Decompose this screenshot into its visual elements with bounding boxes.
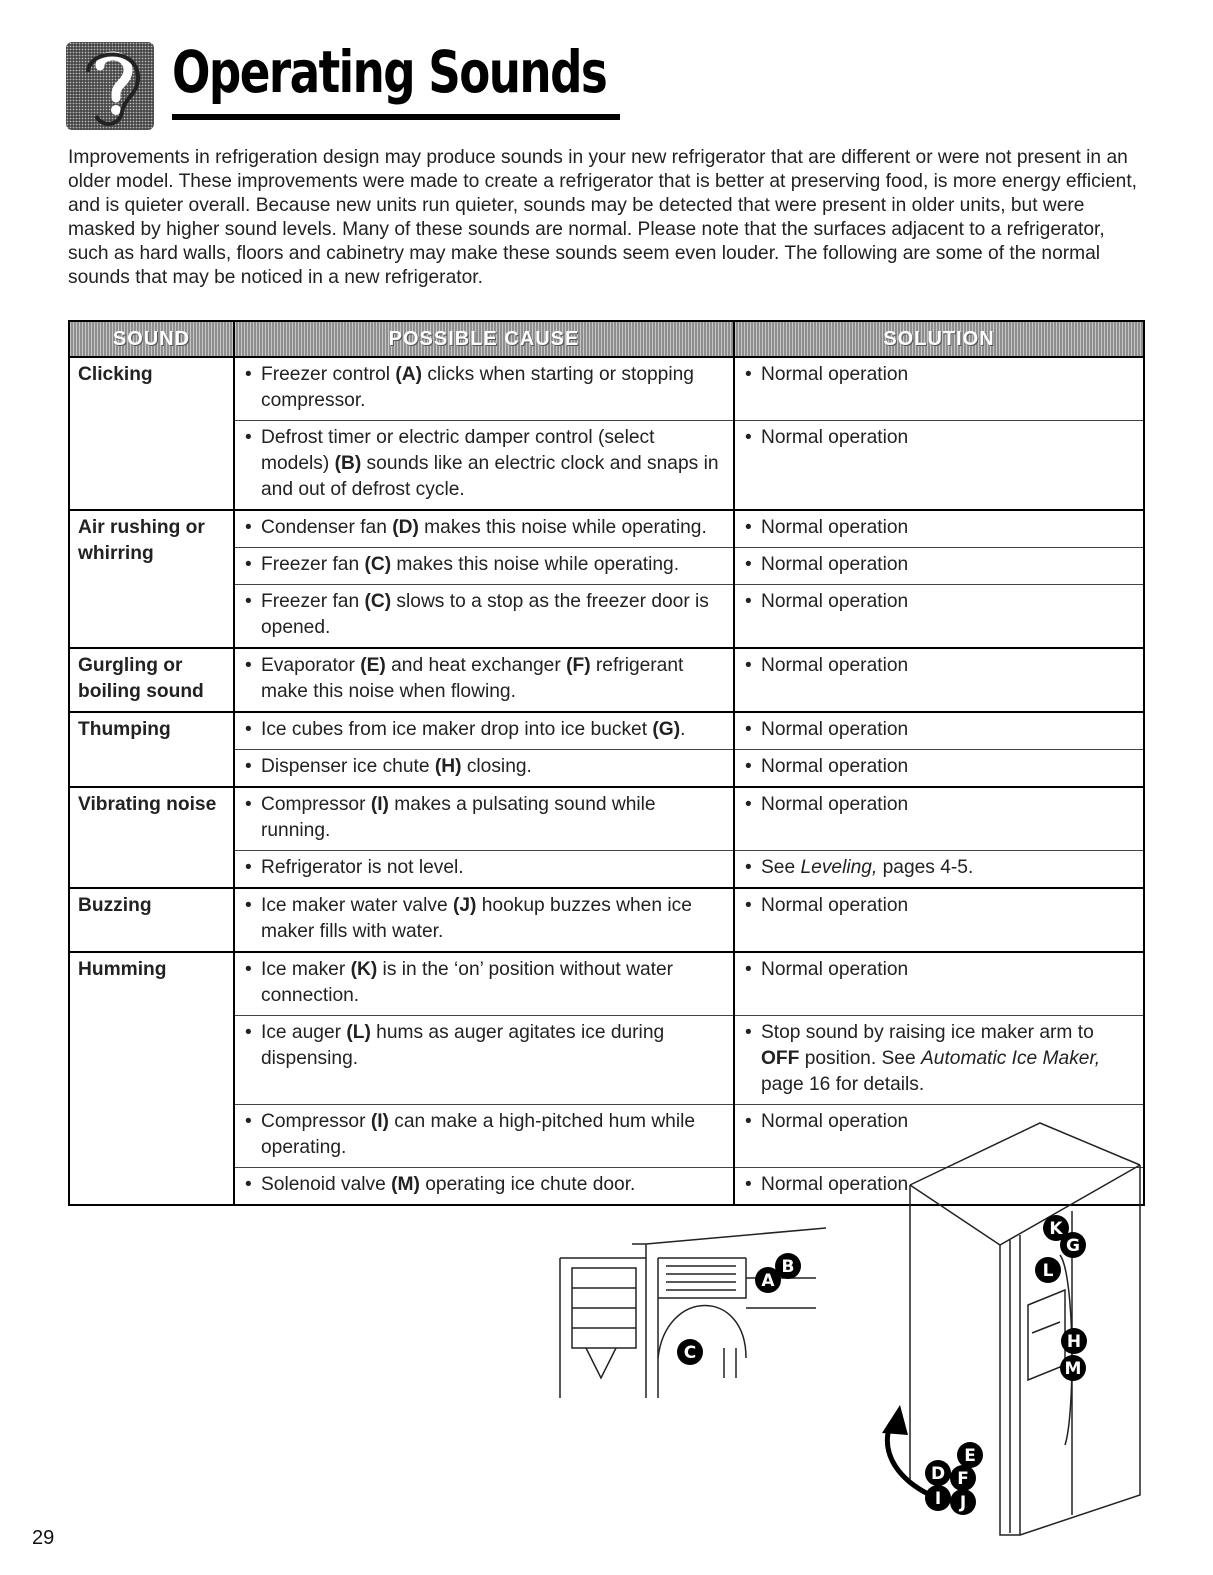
bullet-item <box>243 362 727 414</box>
svg-text:L: L <box>1042 1261 1054 1281</box>
bullet-icon: • <box>245 554 252 575</box>
solution-text: Normal operation <box>761 1174 909 1195</box>
possible-cause-cell <box>234 952 734 1016</box>
callout-marker-d <box>925 1460 951 1486</box>
bullet-icon: • <box>245 959 252 980</box>
bullet-icon: • <box>745 655 752 676</box>
text-segment: closing. <box>461 756 532 777</box>
bullet-item <box>743 362 1137 388</box>
bullet-icon: • <box>245 794 252 815</box>
text-segment: clicks when starting or stopping compressor. <box>261 364 694 411</box>
solution-cell <box>734 585 1144 649</box>
solution-text: Normal operation <box>761 427 909 448</box>
possible-cause-cell <box>234 712 734 750</box>
text-segment: Freezer fan <box>261 554 365 575</box>
bullet-icon: • <box>745 895 752 916</box>
possible-cause-cell <box>234 1168 734 1206</box>
bullet-item <box>243 957 727 1009</box>
table-row <box>69 510 1144 548</box>
bullet-icon: • <box>745 1022 752 1043</box>
bullet-item <box>743 515 1137 541</box>
solution-cell <box>734 851 1144 889</box>
bullet-icon: • <box>745 756 752 777</box>
intro-paragraph: Improvements in refrigeration design may produce sounds in your new refrigerator that are different or were not present in an older model. These improvements were made to create a refrigerator that is better at preserving food, is more energy efficient, and is quieter overall. Because new units run quieter, sounds may be detected that were present in older units, but were masked by higher sound levels. Many of these sounds are normal. Please note that the surfaces adjacent to a refrigerator, such as hard walls, floors and cabinetry may make these sounds seem even louder. The following are some of the normal sounds that may be noticed in a new refrigerator. <box>68 147 1137 288</box>
sound-name: Humming <box>69 952 234 1205</box>
bullet-item <box>243 653 727 705</box>
text-segment: Dispenser ice chute <box>261 756 435 777</box>
callout-marker-c <box>677 1339 703 1365</box>
bullet-item <box>743 792 1137 818</box>
bullet-item <box>743 754 1137 780</box>
component-letter: (K) <box>350 959 378 980</box>
bullet-icon: • <box>745 427 752 448</box>
possible-cause-cell <box>234 510 734 548</box>
bullet-item <box>243 893 727 945</box>
bullet-icon: • <box>745 364 752 385</box>
bullet-icon: • <box>745 591 752 612</box>
possible-cause-cell <box>234 888 734 952</box>
possible-cause-cell <box>234 548 734 585</box>
text-segment: Compressor <box>261 1111 371 1132</box>
svg-text:E: E <box>964 1446 976 1466</box>
text-segment: and heat exchanger <box>385 655 567 676</box>
callout-marker-m <box>1060 1355 1086 1381</box>
text-segment: page 16 for details. <box>761 1074 925 1095</box>
text-segment: Evaporator <box>261 655 361 676</box>
bullet-icon: • <box>245 591 252 612</box>
text-segment: Solenoid valve <box>261 1174 392 1195</box>
text-segment: Ice maker water valve <box>261 895 453 916</box>
reference-title: Automatic Ice Maker, <box>920 1048 1101 1069</box>
text-segment: . <box>680 719 686 740</box>
bullet-item <box>243 425 727 503</box>
operating-sounds-table <box>68 320 1145 1206</box>
component-letter: (I) <box>370 1111 389 1132</box>
text-segment: Stop sound by raising ice maker arm to <box>761 1022 1094 1043</box>
callout-marker-h <box>1061 1328 1087 1354</box>
solution-cell <box>734 952 1144 1016</box>
component-letter: (H) <box>434 756 462 777</box>
text-segment: Freezer control <box>261 364 396 385</box>
header-possible-cause: POSSIBLE CAUSE <box>234 321 734 357</box>
text-segment: hums as auger agitates ice during dispensing. <box>261 1022 665 1069</box>
callout-marker-i <box>925 1485 951 1511</box>
solution-cell <box>734 712 1144 750</box>
possible-cause-cell <box>234 421 734 511</box>
svg-text:H: H <box>1066 1332 1082 1352</box>
table-row <box>69 787 1144 851</box>
solution-cell <box>734 510 1144 548</box>
bullet-icon: • <box>245 1111 252 1132</box>
sound-name: Buzzing <box>69 888 234 952</box>
bullet-icon: • <box>745 857 752 878</box>
bullet-item <box>243 1172 727 1198</box>
possible-cause-cell <box>234 787 734 851</box>
svg-text:I: I <box>934 1489 942 1509</box>
callout-marker-j <box>950 1489 976 1515</box>
table-row <box>69 888 1144 952</box>
text-segment: Condenser fan <box>261 517 393 538</box>
bullet-icon: • <box>245 364 252 385</box>
operating-sounds-table-wrapper <box>68 320 1143 1206</box>
text-segment: sounds like an electric clock and snaps in and out of defrost cycle. <box>261 453 719 500</box>
bullet-item <box>243 1020 727 1072</box>
svg-text:J: J <box>959 1493 967 1513</box>
solution-text: Normal operation <box>761 364 909 385</box>
solution-text: Normal operation <box>761 794 909 815</box>
title-underline <box>172 114 620 120</box>
possible-cause-cell <box>234 357 734 421</box>
text-segment: pages 4-5. <box>877 857 974 878</box>
svg-text:C: C <box>683 1343 697 1363</box>
solution-cell <box>734 787 1144 851</box>
reference-title: Leveling, <box>800 857 878 878</box>
solution-cell <box>734 1016 1144 1105</box>
bullet-item <box>743 893 1137 919</box>
page-title: Operating Sounds <box>172 38 607 106</box>
solution-text: Normal operation <box>761 719 909 740</box>
component-letter: (J) <box>452 895 477 916</box>
bullet-icon: • <box>245 517 252 538</box>
text-segment: Ice cubes from ice maker drop into ice bucket <box>261 719 653 740</box>
component-letter: (M) <box>391 1174 420 1195</box>
bullet-item <box>243 754 727 780</box>
text-segment: is in the ‘on’ position without water connection. <box>261 959 674 1006</box>
bullet-icon: • <box>245 895 252 916</box>
bullet-icon: • <box>245 655 252 676</box>
bullet-item <box>243 1109 727 1161</box>
bullet-item <box>243 515 727 541</box>
text-segment: operating ice chute door. <box>419 1174 636 1195</box>
callout-marker-l <box>1035 1257 1061 1283</box>
solution-text: Normal operation <box>761 655 909 676</box>
solution-text: Normal operation <box>761 895 909 916</box>
bullet-icon: • <box>245 719 252 740</box>
bullet-icon: • <box>745 959 752 980</box>
bullet-icon: • <box>245 756 252 777</box>
text-segment: position. See <box>799 1048 921 1069</box>
bullet-item <box>743 653 1137 679</box>
component-letter: (F) <box>566 655 591 676</box>
bullet-icon: • <box>745 794 752 815</box>
component-letter: (B) <box>334 453 362 474</box>
header-sound: SOUND <box>69 321 234 357</box>
possible-cause-cell <box>234 585 734 649</box>
solution-cell <box>734 888 1144 952</box>
text-segment: Ice maker <box>261 959 351 980</box>
bullet-icon: • <box>245 1174 252 1195</box>
text-segment: Freezer fan <box>261 591 365 612</box>
svg-text:A: A <box>761 1271 775 1291</box>
bullet-item <box>743 855 1137 881</box>
text-segment: makes a pulsating sound while running. <box>261 794 656 841</box>
component-letter: OFF <box>761 1048 800 1069</box>
text-segment: Ice auger <box>261 1022 347 1043</box>
solution-cell <box>734 750 1144 788</box>
svg-text:F: F <box>957 1469 969 1489</box>
sound-name: Air rushing or whirring <box>69 510 234 648</box>
solution-text: Normal operation <box>761 517 909 538</box>
solution-text: Normal operation <box>761 959 909 980</box>
bullet-item <box>743 717 1137 743</box>
ear-question-icon <box>66 42 154 130</box>
header-solution: SOLUTION <box>734 321 1144 357</box>
svg-text:B: B <box>781 1257 795 1277</box>
bullet-item <box>243 717 727 743</box>
bullet-item <box>743 425 1137 451</box>
bullet-item <box>743 957 1137 983</box>
svg-text:K: K <box>1049 1219 1063 1239</box>
component-letter: (A) <box>395 364 422 385</box>
solution-cell <box>734 548 1144 585</box>
svg-text:M: M <box>1064 1359 1082 1379</box>
freezer-control-illustration <box>546 1218 826 1403</box>
table-row <box>69 648 1144 712</box>
text-segment: See <box>761 857 801 878</box>
bullet-item <box>743 589 1137 615</box>
solution-cell <box>734 357 1144 421</box>
callout-marker-e <box>957 1442 983 1468</box>
sound-name: Gurgling or boiling sound <box>69 648 234 712</box>
component-letter: (G) <box>652 719 681 740</box>
table-row <box>69 952 1144 1016</box>
text-segment: refrigerant make this noise when flowing. <box>261 655 684 702</box>
possible-cause-cell <box>234 1105 734 1168</box>
possible-cause-cell <box>234 648 734 712</box>
table-row <box>69 357 1144 421</box>
sound-name: Thumping <box>69 712 234 787</box>
bullet-icon: • <box>245 427 252 448</box>
component-letter: (I) <box>370 794 389 815</box>
bullet-icon: • <box>245 1022 252 1043</box>
bullet-item <box>243 589 727 641</box>
solution-text: Normal operation <box>761 554 909 575</box>
bullet-item <box>243 792 727 844</box>
callout-marker-b <box>775 1253 801 1279</box>
text-segment: hookup buzzes when ice maker fills with water. <box>261 895 692 942</box>
bullet-icon: • <box>745 1111 752 1132</box>
callout-marker-g <box>1060 1232 1086 1258</box>
bullet-item <box>743 1020 1137 1098</box>
bullet-icon: • <box>745 1174 752 1195</box>
possible-cause-cell <box>234 851 734 889</box>
svg-text:D: D <box>930 1464 946 1484</box>
table-body <box>69 357 1144 1205</box>
text-segment: Compressor <box>261 794 371 815</box>
component-letter: (C) <box>364 591 392 612</box>
bullet-item <box>743 552 1137 578</box>
possible-cause-cell <box>234 750 734 788</box>
bullet-icon: • <box>745 719 752 740</box>
possible-cause-cell <box>234 1016 734 1105</box>
bullet-icon: • <box>245 857 252 878</box>
text-segment: can make a high-pitched hum while operating. <box>261 1111 696 1158</box>
text-segment: makes this noise while operating. <box>391 554 680 575</box>
text-segment: makes this noise while operating. <box>418 517 707 538</box>
component-letter: (D) <box>392 517 419 538</box>
solution-text: Normal operation <box>761 756 909 777</box>
bullet-item <box>243 552 727 578</box>
solution-cell <box>734 421 1144 511</box>
text-segment: Refrigerator is not level. <box>261 857 464 878</box>
svg-text:G: G <box>1066 1236 1080 1256</box>
callout-marker-f <box>950 1465 976 1491</box>
solution-text: Normal operation <box>761 591 909 612</box>
refrigerator-illustration <box>860 1115 1160 1545</box>
solution-cell <box>734 648 1144 712</box>
bullet-icon: • <box>745 517 752 538</box>
component-letter: (E) <box>360 655 386 676</box>
solution-text: Normal operation <box>761 1111 909 1132</box>
table-header-row <box>69 321 1144 357</box>
sound-name: Vibrating noise <box>69 787 234 888</box>
page-number: 29 <box>32 1527 55 1549</box>
sound-name: Clicking <box>69 357 234 510</box>
bullet-icon: • <box>745 554 752 575</box>
component-letter: (L) <box>346 1022 371 1043</box>
text-segment: slows to a stop as the freezer door is opened. <box>261 591 709 638</box>
component-letter: (C) <box>364 554 392 575</box>
bullet-item <box>243 855 727 881</box>
text-segment: Defrost timer or electric damper control (select models) <box>261 427 655 474</box>
table-row <box>69 712 1144 750</box>
